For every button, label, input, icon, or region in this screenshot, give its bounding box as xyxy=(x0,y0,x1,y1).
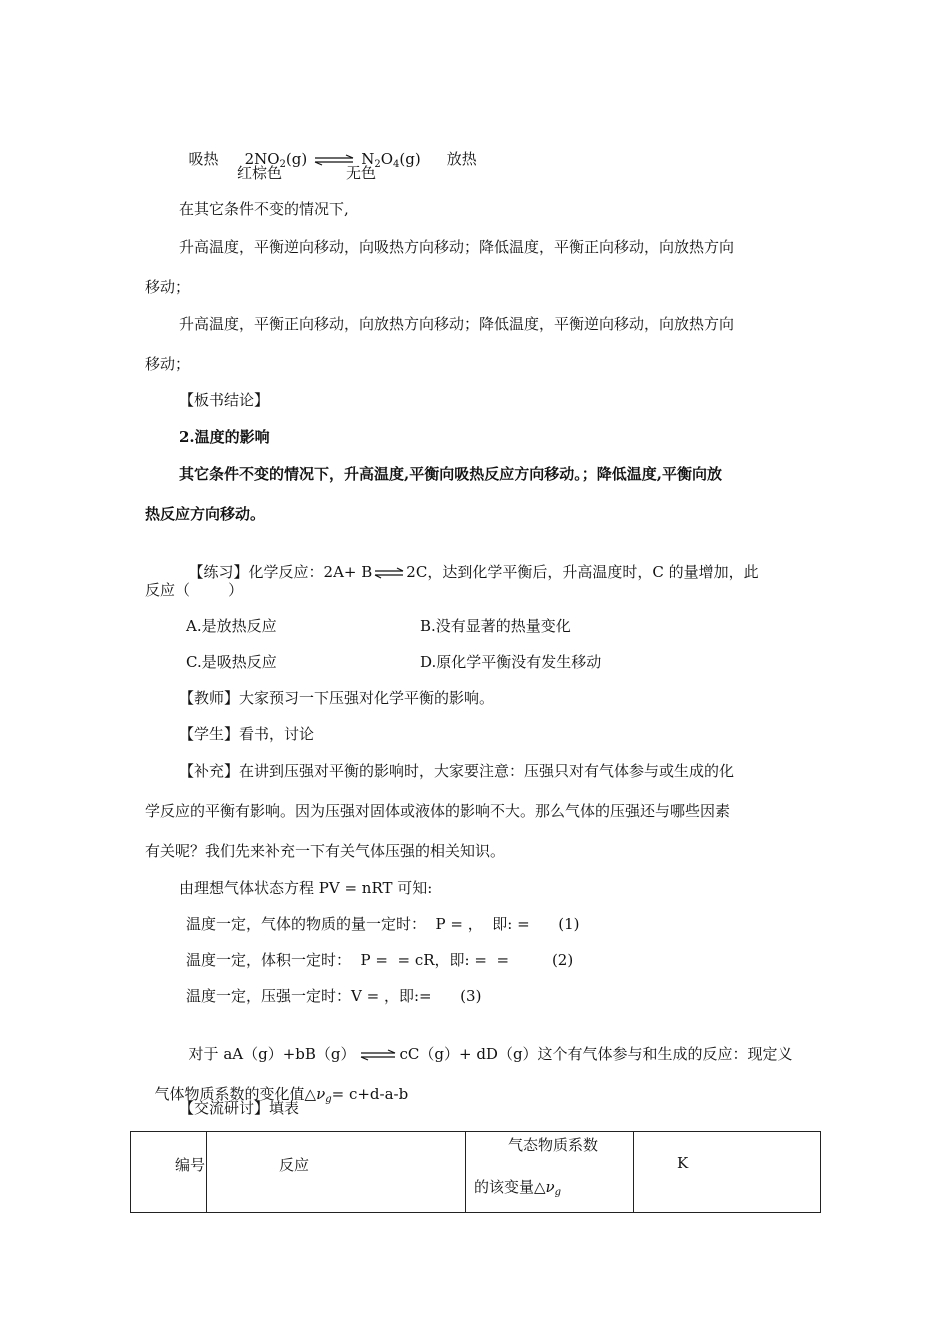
nu-symbol: ν xyxy=(316,1085,326,1103)
supplement-line-2: 学反应的平衡有影响。因为压强对固体或液体的影响不大。那么气体的压强还与哪些因素 xyxy=(145,802,731,820)
product-formula: $N_2O_4(g)$ xyxy=(361,150,421,170)
reaction-equation xyxy=(179,126,477,176)
column-header-k: K xyxy=(677,1154,689,1172)
option-a: A.是放热反应 xyxy=(186,617,277,635)
column-header-gas-coefficient-line-1: 气态物质系数 xyxy=(508,1136,599,1154)
table-cell-number xyxy=(131,1132,207,1213)
conclusion-line-1: 其它条件不变的情况下，升高温度,平衡向吸热反应方向移动。；降低温度,平衡向放 xyxy=(179,465,722,483)
reactant-color: 红棕色 xyxy=(237,164,283,182)
exercise-suffix: 2C，达到化学平衡后，升高温度时，C 的量增加，此 xyxy=(406,563,759,581)
nu-subscript: g xyxy=(325,1094,332,1105)
discussion-label: 【交流研讨】填表 xyxy=(179,1099,300,1117)
gas-law-case-2: 温度一定，体积一定时： P = = cR，即: = = (2) xyxy=(186,951,574,969)
reactant-formula: $2NO_2(g)$ xyxy=(244,150,308,170)
column-header-gas-coefficient-line-2: 的该变量$\triangle\nu_g$ xyxy=(474,1178,562,1198)
supplement-line-1: 【补充】在讲到压强对平衡的影响时，大家要注意：压强只对有气体参与或生成的化 xyxy=(179,762,735,780)
definition-prefix: 气体物质系数的变化值△ xyxy=(154,1085,317,1103)
exercise-line-2: 反应（ ） xyxy=(145,581,244,599)
definition-suffix: = c+d-a-b xyxy=(331,1085,409,1103)
general-reaction-prefix: 对于 aA（g）+bB（g） xyxy=(188,1045,356,1063)
board-label: 【板书结论】 xyxy=(179,391,270,409)
paragraph-2-line-1: 升高温度，平衡逆向移动，向吸热方向移动；降低温度，平衡正向移动，向放热方向 xyxy=(179,238,735,256)
gas-law-case-1: 温度一定，气体的物质的量一定时： P = ， 即: = (1) xyxy=(186,915,580,933)
exercise-prefix: 【练习】化学反应：2A+ B xyxy=(188,563,373,581)
product-color: 无色 xyxy=(346,164,377,182)
gas-law-intro: 由理想气体状态方程 PV = nRT 可知: xyxy=(179,879,433,897)
paragraph-3-line-1: 升高温度，平衡正向移动，向放热方向移动；降低温度，平衡逆向移动，向放热方向 xyxy=(179,315,735,333)
nu-symbol: ν xyxy=(545,1178,555,1196)
general-reaction-suffix: cC（g）+ dD（g）这个有气体参与和生成的反应：现定义 xyxy=(399,1045,793,1063)
teacher-line: 【教师】大家预习一下压强对化学平衡的影响。 xyxy=(179,689,495,707)
table-row xyxy=(131,1132,821,1213)
option-d: D.原化学平衡没有发生移动 xyxy=(420,653,602,671)
student-line: 【学生】看书，讨论 xyxy=(179,725,315,743)
column-header-number: 编号 xyxy=(175,1156,206,1174)
paragraph-condition: 在其它条件不变的情况下, xyxy=(179,200,349,218)
column-header-reaction: 反应 xyxy=(279,1156,310,1174)
gas-law-case-3: 温度一定，压强一定时：V = ，即:= (3) xyxy=(186,987,482,1005)
table-cell-reaction xyxy=(207,1132,466,1213)
equilibrium-arrow-icon xyxy=(374,567,404,579)
option-c: C.是吸热反应 xyxy=(186,653,277,671)
supplement-line-3: 有关呢？我们先来补充一下有关气体压强的相关知识。 xyxy=(145,842,506,860)
conclusion-line-2: 热反应方向移动。 xyxy=(145,505,266,523)
exothermic-label: 放热 xyxy=(446,150,477,168)
fill-in-table xyxy=(130,1131,821,1213)
endothermic-label: 吸热 xyxy=(188,150,219,168)
nu-subscript: g xyxy=(554,1187,562,1198)
table-cell-gas-coefficient xyxy=(466,1132,634,1213)
option-b: B.没有显著的热量变化 xyxy=(420,617,571,635)
table-cell-k xyxy=(634,1132,821,1213)
general-reaction-line xyxy=(179,1021,793,1065)
equilibrium-arrow-icon xyxy=(360,1049,396,1061)
paragraph-3-line-2: 移动； xyxy=(145,355,191,373)
section-heading: 2.温度的影响 xyxy=(179,428,270,446)
exercise-line-1 xyxy=(179,539,759,583)
paragraph-2-line-2: 移动； xyxy=(145,278,191,296)
